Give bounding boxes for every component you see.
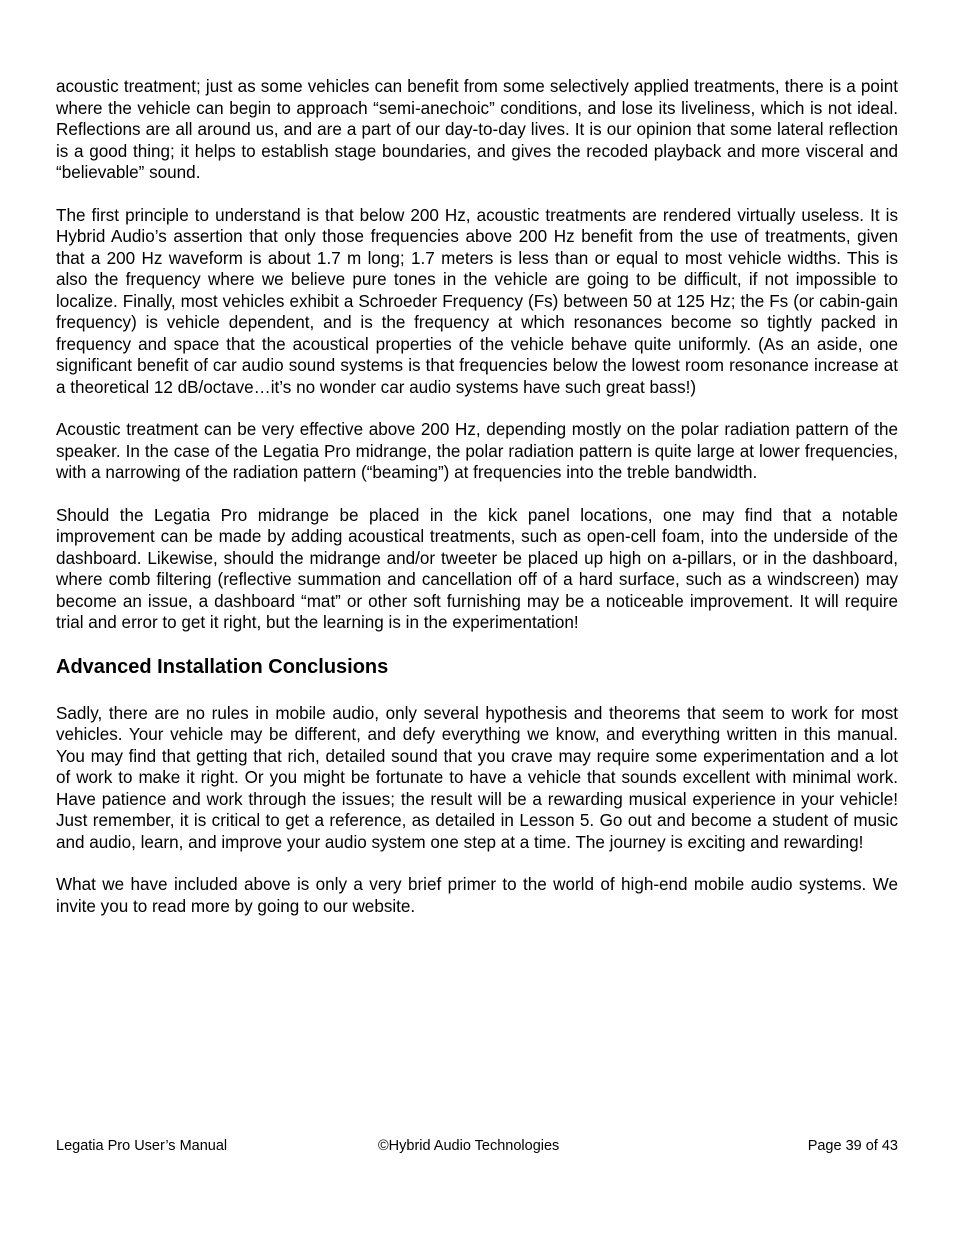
footer-copyright: ©Hybrid Audio Technologies [378,1138,560,1154]
section-heading: Advanced Installation Conclusions [56,655,389,678]
body-paragraph: Should the Legatia Pro midrange be placed in the kick panel locations, one may find that a notable improvement can be made by adding acoustical treatments, such as open-cell foam, into the underside of the dashboard. Likewise, should the midrange and/or tweeter be placed up high on a-pillars, or in the dashboard, where comb filtering (reflective summation and cancellation off of a hard surface, such as a windscreen) may become an issue, a dashboard “mat” or other soft furnishing may be a noticeable improvement. It will require trial and error to get it right, but the learning is in the experimentation! [56,505,898,632]
page-content [56,76,898,938]
body-paragraph: What we have included above is only a very brief primer to the world of high-end mobile audio systems. We invite you to read more by going to our website. [56,875,898,916]
body-paragraph: acoustic treatment; just as some vehicles can benefit from some selectively applied treatments, there is a point where the vehicle can begin to approach “semi-anechoic” conditions, and lose its liveliness, which is not ideal. Reflections are all around us, and are a part of our day-to-day lives. It is our opinion that some lateral reflection is a good thing; it helps to establish stage boundaries, and gives the recoded playback and more visceral and “believable” sound. [56,77,898,182]
page-footer [56,1137,898,1155]
body-paragraph: Sadly, there are no rules in mobile audio, only several hypothesis and theorems that seem to work for most vehicles. Your vehicle may be different, and defy everything we know, and everything written in this manual. You may find that getting that rich, detailed sound that you crave may require some experimentation and a lot of work to make it right. Or you might be fortunate to have a vehicle that sounds excellent with minimal work. Have patience and work through the issues; the result will be a rewarding musical experience in your vehicle! Just remember, it is critical to get a reference, as detailed in Lesson 5. Go out and become a student of music and audio, learn, and improve your audio system one step at a time. The journey is exciting and rewarding! [56,703,898,852]
footer-page-number: Page 39 of 43 [807,1138,898,1154]
body-paragraph: Acoustic treatment can be very effective above 200 Hz, depending mostly on the polar radiation pattern of the speaker. In the case of the Legatia Pro midrange, the polar radiation pattern is quite large at lower frequencies, with a narrowing of the radiation pattern (“beaming”) at frequencies into the treble bandwidth. [56,420,898,482]
body-paragraph: The first principle to understand is that below 200 Hz, acoustic treatments are rendered virtually useless. It is Hybrid Audio’s assertion that only those frequencies above 200 Hz benefit from the use of treatments, given that a 200 Hz waveform is about 1.7 m long; 1.7 meters is less than or equal to most vehicle widths. This is also the frequency where we believe pure tones in the vehicle are going to be difficult, if not impossible to localize. Finally, most vehicles exhibit a Schroeder Frequency (Fs) between 50 at 125 Hz; the Fs (or cabin-gain frequency) is vehicle dependent, and is the frequency at which resonances become so tightly packed in frequency and space that the acoustical properties of the vehicle behave quite uniformly. (As an aside, one significant benefit of car audio sound systems is that frequencies below the lowest room resonance increase at a theoretical 12 dB/octave…it’s no wonder car audio systems have such great bass!) [56,205,898,397]
footer-manual-title: Legatia Pro User’s Manual [56,1138,228,1154]
